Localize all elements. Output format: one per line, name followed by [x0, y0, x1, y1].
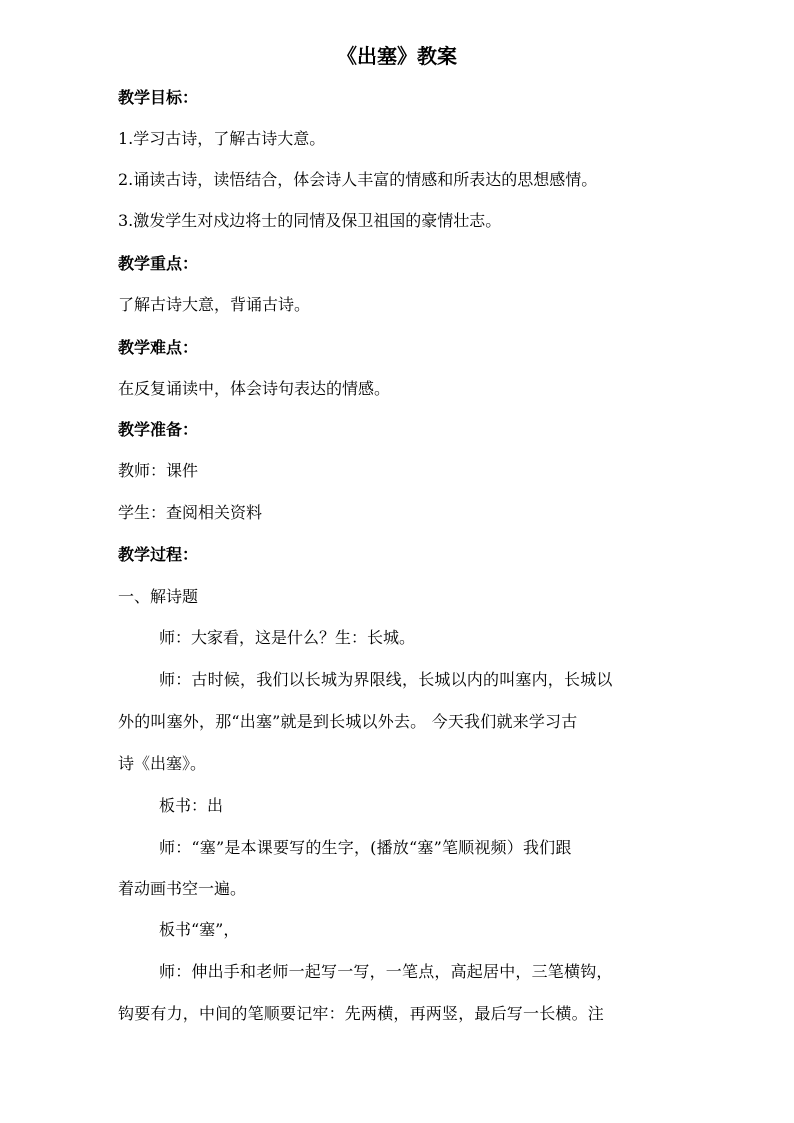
process-paragraph-line: 师：古时候，我们以长城为界限线，长城以内的叫塞内，长城以: [159, 670, 613, 689]
key-points-text: 了解古诗大意，背诵古诗。: [118, 295, 311, 314]
process-paragraph-line: 师：“塞”是本课要写的生字，(播放“塞”笔顺视频）我们跟: [159, 838, 572, 857]
process-heading: 教学过程：: [118, 545, 199, 564]
process-paragraph-line: 诗《出塞》。: [118, 754, 207, 773]
process-paragraph-line: 板书“塞”，: [159, 920, 240, 939]
difficulties-text: 在反复诵读中，体会诗句表达的情感。: [118, 379, 391, 398]
process-section-1-title: 一、解诗题: [118, 587, 199, 606]
document-title: 《出塞》教案: [337, 44, 457, 68]
process-paragraph-line: 外的叫塞外，那“出塞”就是到长城以外去。 今天我们就来学习古: [118, 712, 578, 731]
preparation-student: 学生：查阅相关资料: [118, 503, 263, 522]
goal-item-1: 1.学习古诗，了解古诗大意。: [118, 129, 326, 148]
process-paragraph-line: 着动画书空一遍。: [118, 879, 247, 898]
preparation-teacher: 教师：课件: [118, 461, 199, 480]
goal-item-2: 2.诵读古诗，读悟结合，体会诗人丰富的情感和所表达的思想感情。: [118, 170, 598, 189]
key-points-heading: 教学重点：: [118, 254, 199, 273]
process-paragraph-line: 板书：出: [159, 796, 224, 815]
process-paragraph-line: 钩要有力，中间的笔顺要记牢：先两横，再两竖，最后写一长横。注: [118, 1004, 605, 1023]
goal-item-3: 3.激发学生对戍边将士的同情及保卫祖国的豪情壮志。: [118, 211, 502, 230]
difficulties-heading: 教学难点：: [118, 338, 199, 357]
goals-heading: 教学目标：: [118, 88, 199, 107]
process-paragraph-line: 师：伸出手和老师一起写一写，一笔点，高起居中，三笔横钩，: [159, 962, 613, 981]
process-paragraph-line: 师：大家看，这是什么？生：长城。: [159, 628, 416, 647]
preparation-heading: 教学准备：: [118, 420, 199, 439]
